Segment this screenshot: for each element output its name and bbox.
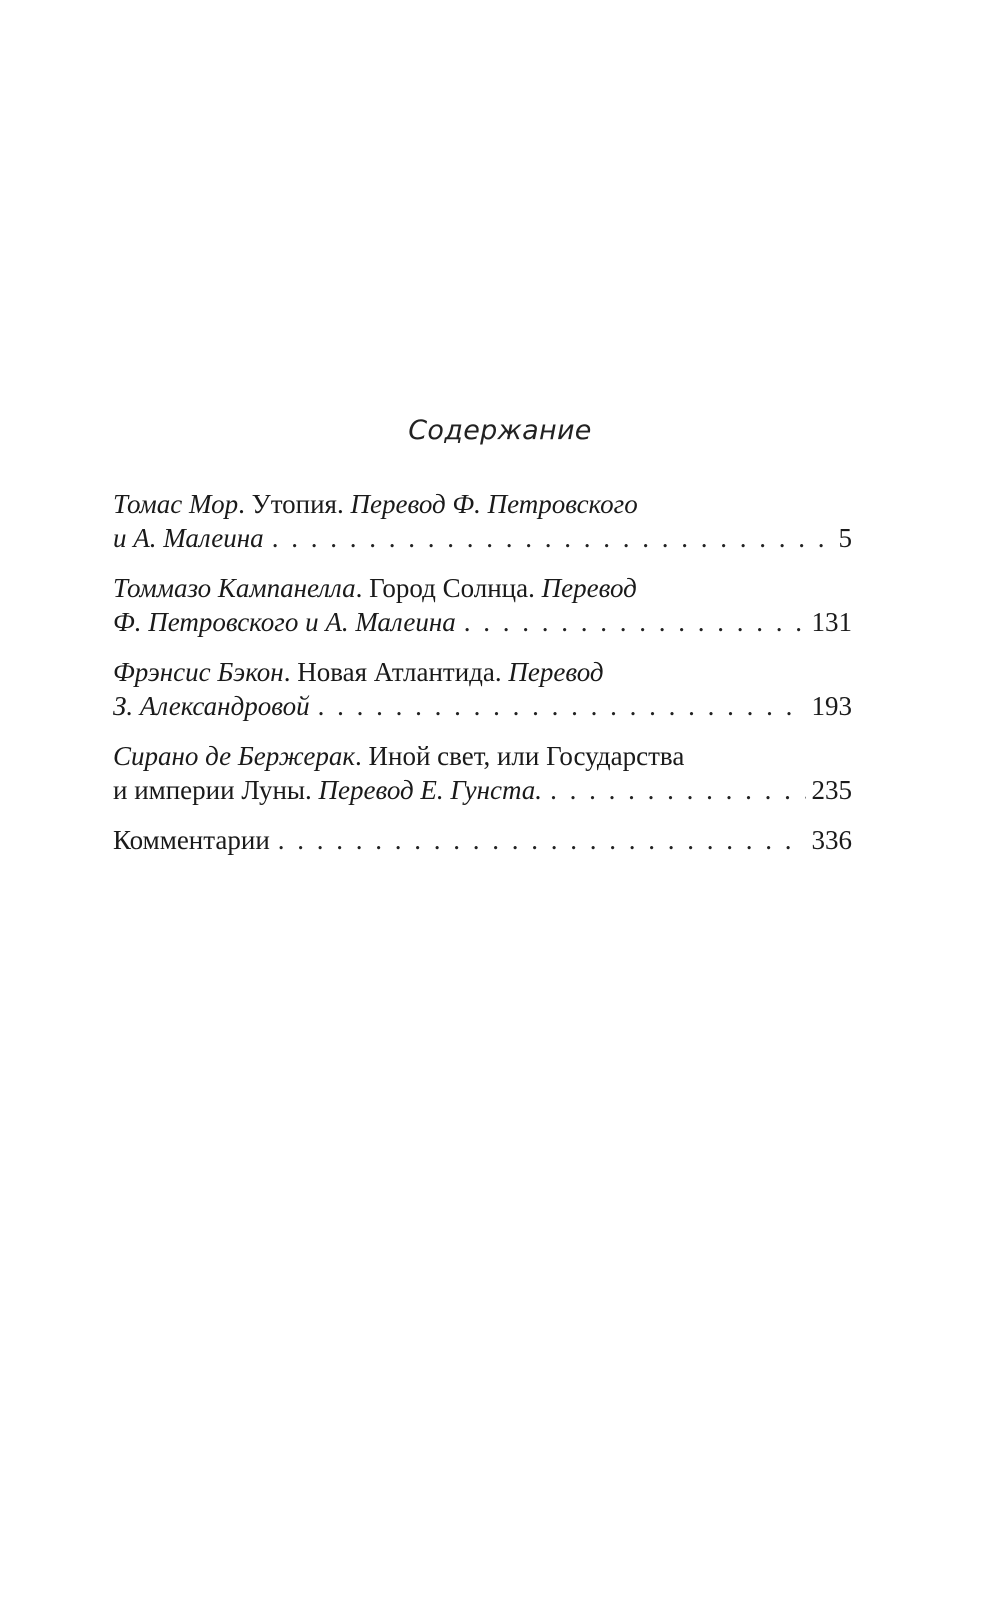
- toc-entry-new-atlantis[interactable]: [113, 655, 852, 723]
- toc-entry-line-1: Сирано де Бержерак . Иной свет, или Государства: [113, 741, 685, 771]
- leader-dots: [550, 773, 805, 807]
- toc-entry-line-2: [113, 689, 852, 723]
- page-number: 5: [838, 523, 852, 553]
- toc-entry-commentary[interactable]: [113, 823, 852, 857]
- toc-entry-line-2: [113, 773, 852, 807]
- toc-entry-utopia[interactable]: [113, 487, 852, 555]
- toc-entry-line-1: [113, 823, 852, 857]
- translator: Перевод: [541, 573, 637, 603]
- toc-entry-line-2: [113, 521, 852, 555]
- leader-dots: [318, 689, 806, 723]
- table-of-contents: [113, 487, 852, 873]
- translator-cont: З. Александровой: [113, 691, 310, 721]
- punct: .: [238, 489, 252, 519]
- work-title: Город Солнца.: [369, 573, 535, 603]
- toc-entry-line-1: Фрэнсис Бэкон . Новая Атлантида. Перевод: [113, 657, 604, 687]
- toc-entry-line-1: Томмазо Кампанелла . Город Солнца. Перевод: [113, 573, 637, 603]
- translator-cont: и А. Малеина: [113, 523, 264, 553]
- author-name: Томас Мор: [113, 489, 239, 519]
- author-name: Сирано де Бержерак: [113, 741, 355, 771]
- translator: Перевод Ф. Петровского: [350, 489, 638, 519]
- author-name: Томмазо Кампанелла: [113, 573, 356, 603]
- page-number: 193: [811, 691, 852, 721]
- page-number: 131: [811, 607, 852, 637]
- work-title: Утопия.: [251, 489, 344, 519]
- leader-dots: [272, 521, 833, 555]
- page-title: Содержание: [408, 415, 592, 446]
- section-label: Комментарии: [113, 825, 270, 855]
- translator: Перевод Е. Гунста.: [318, 775, 543, 805]
- translator: Перевод: [508, 657, 604, 687]
- work-title: Иной свет, или Государства: [368, 741, 685, 771]
- leader-dots: [464, 605, 806, 639]
- toc-entry-other-world[interactable]: [113, 739, 852, 807]
- page-number: 235: [811, 775, 852, 805]
- author-name: Фрэнсис Бэкон: [113, 657, 284, 687]
- toc-entry-line-1: [113, 487, 852, 521]
- leader-dots: [278, 823, 806, 857]
- work-title-cont: и империи Луны.: [113, 775, 312, 805]
- page-number: 336: [811, 825, 852, 855]
- toc-entry-line-2: [113, 605, 852, 639]
- work-title: Новая Атлантида.: [297, 657, 502, 687]
- toc-entry-city-of-sun[interactable]: [113, 571, 852, 639]
- translator-cont: Ф. Петровского и А. Малеина: [113, 607, 456, 637]
